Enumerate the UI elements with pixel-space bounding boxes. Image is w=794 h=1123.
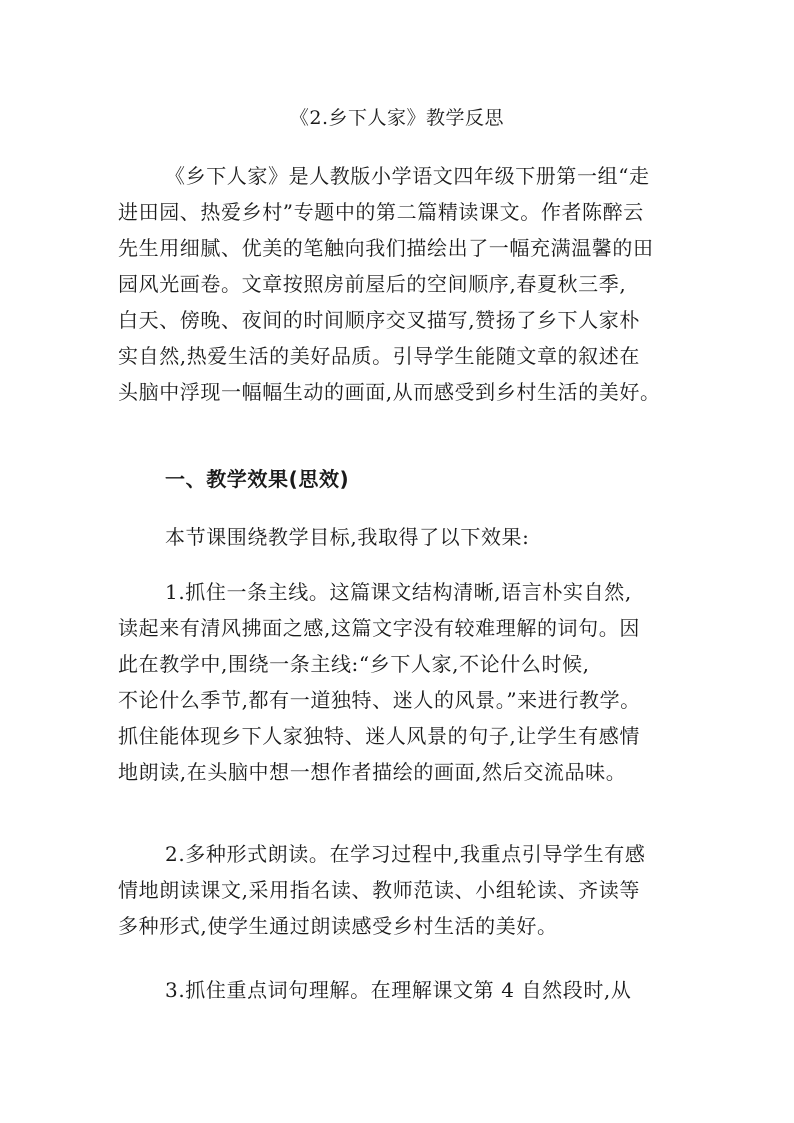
paragraph-line: 白天、傍晚、夜间的时间顺序交叉描写,赞扬了乡下人家朴	[118, 308, 640, 332]
paragraph-line: 此在教学中,围绕一条主线:“乡下人家,不论什么时候,	[118, 652, 590, 676]
paragraph-line: 本节课围绕教学目标,我取得了以下效果:	[165, 525, 530, 549]
point1-paragraph	[118, 574, 693, 790]
paragraph-line: 园风光画卷。文章按照房前屋后的空间顺序,春夏秋三季,	[118, 272, 627, 296]
intro-paragraph	[118, 158, 693, 410]
paragraph-line: 先生用细腻、优美的笔触向我们描绘出了一幅充满温馨的田	[118, 236, 654, 260]
paragraph-line: 抓住能体现乡下人家独特、迷人风景的句子,让学生有感情	[118, 724, 640, 748]
paragraph-line: 情地朗读课文,采用指名读、教师范读、小组轮读、齐读等	[118, 878, 640, 902]
paragraph-line: 实自然,热爱生活的美好品质。引导学生能随文章的叙述在	[118, 344, 640, 368]
paragraph-line: 2.多种形式朗读。在学习过程中,我重点引导学生有感	[165, 842, 646, 866]
paragraph-line: 1.抓住一条主线。这篇课文结构清晰,语言朴实自然,	[165, 580, 632, 604]
point2-paragraph	[118, 836, 693, 944]
paragraph-line: 地朗读,在头脑中想一想作者描绘的画面,然后交流品味。	[118, 760, 627, 784]
section-heading: 一、教学效果(思效)	[165, 467, 350, 491]
paragraph-line: 《乡下人家》是人教版小学语文四年级下册第一组“走	[165, 164, 650, 188]
paragraph-line: 不论什么季节,都有一道独特、迷人的风景。”来进行教学。	[118, 688, 641, 712]
point3-paragraph	[118, 972, 693, 1008]
paragraph-line: 3.抓住重点词句理解。在理解课文第 4 自然段时,从	[165, 978, 632, 1002]
paragraph-line: 头脑中浮现一幅幅生动的画面,从而感受到乡村生活的美好。	[118, 380, 661, 404]
paragraph-line: 进田园、热爱乡村”专题中的第二篇精读课文。作者陈醉云	[118, 200, 644, 224]
section-lead-paragraph	[118, 519, 693, 555]
paragraph-line: 多种形式,使学生通过朗读感受乡村生活的美好。	[118, 914, 558, 938]
paragraph-line: 读起来有清风拂面之感,这篇文字没有较难理解的词句。因	[118, 616, 640, 640]
document-title: 《2.乡下人家》教学反思	[289, 107, 505, 129]
